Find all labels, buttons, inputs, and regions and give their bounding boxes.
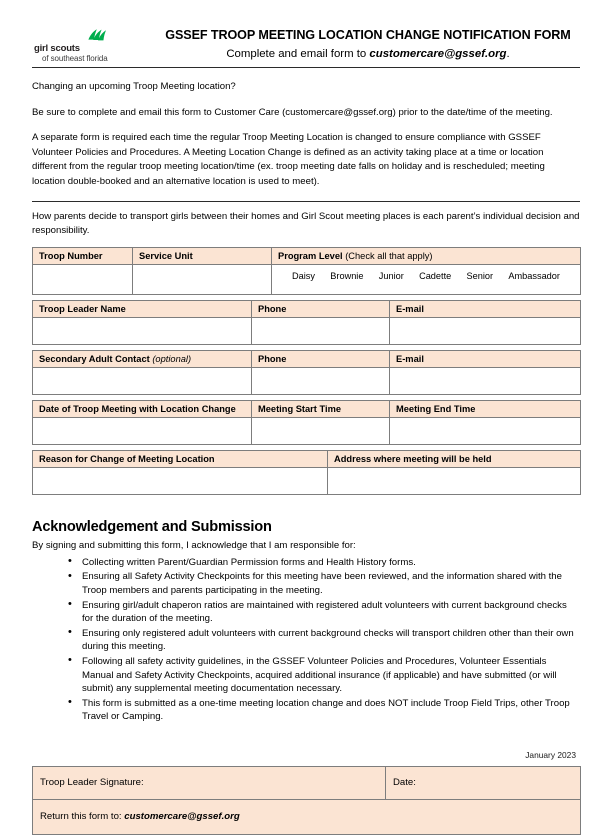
acknowledgement-bullet-list (0, 556, 612, 724)
program-level-option-senior[interactable]: Senior (466, 270, 494, 281)
troop-info-table (32, 247, 581, 295)
address-label: Address where meeting will be held (328, 450, 581, 467)
troop-leader-signature-field[interactable] (33, 766, 386, 799)
meeting-start-time-input[interactable] (252, 417, 390, 444)
secondary-email-label: E-mail (390, 350, 581, 367)
girl-scouts-trefoil-icon (86, 28, 106, 44)
program-level-label (272, 247, 581, 264)
return-instruction-prefix: Return this form to: (40, 811, 125, 823)
troop-number-label: Troop Number (33, 247, 133, 264)
troop-number-input[interactable] (33, 264, 133, 294)
table-row (33, 467, 581, 494)
transport-note-section (0, 202, 612, 247)
troop-leader-name-label: Troop Leader Name (33, 300, 252, 317)
address-input[interactable] (328, 467, 581, 494)
signature-date-label: Date: (393, 777, 416, 789)
contact-email-link[interactable]: customercare@gssef.org (369, 48, 507, 60)
table-row (33, 766, 581, 799)
program-level-option-daisy[interactable]: Daisy (292, 270, 315, 281)
meeting-end-time-input[interactable] (390, 417, 581, 444)
page-title: GSSEF TROOP MEETING LOCATION CHANGE NOTIFICATION FORM (165, 28, 571, 42)
reason-label: Reason for Change of Meeting Location (33, 450, 328, 467)
meeting-start-time-label: Meeting Start Time (252, 400, 390, 417)
acknowledgement-heading: Acknowledgement and Submission (32, 518, 272, 535)
program-level-option-ambassador[interactable]: Ambassador (508, 270, 560, 281)
leader-contact-table (32, 295, 581, 445)
list-item: • This form is submitted as a one-time meeting location change and does NOT include Troop Field Trips, other Troop Travel or Camping. (68, 697, 578, 724)
table-row (33, 450, 581, 467)
return-instruction (33, 799, 581, 834)
reason-address-table (32, 445, 581, 495)
table-row (33, 350, 581, 367)
table-row (33, 417, 581, 444)
email-label: E-mail (390, 300, 581, 317)
secondary-contact-label (33, 350, 252, 367)
document-header (0, 0, 612, 63)
page-subtitle (152, 46, 584, 62)
logo-wordmark-secondary: of southeast florida (42, 54, 108, 63)
table-row (33, 317, 581, 344)
meeting-end-time-label: Meeting End Time (390, 400, 581, 417)
meeting-date-input[interactable] (33, 417, 252, 444)
email-input[interactable] (390, 317, 581, 344)
intro-question: Changing an upcoming Troop Meeting location? (32, 81, 236, 92)
table-row (33, 300, 581, 317)
program-level-option-brownie[interactable]: Brownie (330, 270, 364, 281)
table-row (33, 400, 581, 417)
intro-section (0, 68, 612, 201)
table-row (33, 799, 581, 834)
list-item: • Ensuring only registered adult volunteers with current background checks will transport children other than their own during this meeting. (68, 627, 578, 654)
reason-input[interactable] (33, 467, 328, 494)
phone-label: Phone (252, 300, 390, 317)
organization-logo (34, 28, 152, 64)
list-item: • Collecting written Parent/Guardian Permission forms and Health History forms. (68, 556, 578, 570)
transport-responsibility-note: How parents decide to transport girls between their homes and Girl Scout meeting places is each parent’s individual decision and responsibility. (32, 210, 580, 237)
intro-paragraph-2: A separate form is required each time the regular Troop Meeting Location is changed to ensure compliance with GSSEF Volunteer Policies and Procedures. A Meeting Location Change is defined as an activity taking place at a time or location different from the regular troop meeting location/time (ex. troop meeting date falls on holiday and is rescheduled; meeting location double-booked and an alternative location is used to meet). (32, 132, 545, 187)
program-level-title: Program Level (278, 250, 343, 261)
service-unit-input[interactable] (133, 264, 272, 294)
table-row (33, 247, 581, 264)
intro-paragraph-1: Be sure to complete and email this form to Customer Care (customercare@gssef.org) prior to the date/time of the meeting. (32, 106, 553, 118)
subtitle-prefix: Complete and email form to (226, 48, 370, 60)
program-level-note: (Check all that apply) (345, 250, 433, 261)
program-level-option-junior[interactable]: Junior (378, 270, 404, 281)
meeting-date-label: Date of Troop Meeting with Location Change (33, 400, 252, 417)
secondary-contact-title: Secondary Adult Contact (39, 353, 150, 364)
title-block (152, 28, 590, 62)
logo-wordmark-primary: girl scouts (34, 43, 80, 54)
service-unit-label: Service Unit (133, 247, 272, 264)
secondary-contact-note: (optional) (152, 353, 192, 364)
acknowledgement-lead: By signing and submitting this form, I acknowledge that I am responsible for: (32, 539, 356, 551)
troop-leader-name-input[interactable] (33, 317, 252, 344)
signature-table (32, 766, 581, 835)
revision-date: January 2023 (525, 750, 576, 760)
list-item: • Ensuring all Safety Activity Checkpoints for this meeting have been reviewed, and the information shared with the Troop members and parents participating in the meeting. (68, 570, 578, 597)
table-row (33, 264, 581, 294)
subtitle-suffix: . (506, 48, 510, 60)
secondary-email-input[interactable] (390, 367, 581, 394)
table-row (33, 367, 581, 394)
list-item: • Following all safety activity guidelines, in the GSSEF Volunteer Policies and Procedures, Volunteer Essentials Manual and Safety Activity Checkpoints, acquired additional insurance (if applicable) and have submitted (or will submit) any supplemental meeting documentation necessary. (68, 655, 578, 696)
phone-input[interactable] (252, 317, 390, 344)
secondary-phone-input[interactable] (252, 367, 390, 394)
list-item: • Ensuring girl/adult chaperon ratios are maintained with registered adult volunteers with current background checks for the duration of the meeting. (68, 599, 578, 626)
troop-leader-signature-label: Troop Leader Signature: (40, 777, 144, 789)
return-email-link[interactable]: customercare@gssef.org (124, 811, 240, 823)
secondary-contact-input[interactable] (33, 367, 252, 394)
secondary-phone-label: Phone (252, 350, 390, 367)
program-level-option-cadette[interactable]: Cadette (419, 270, 452, 281)
program-level-options (272, 264, 581, 294)
signature-date-field[interactable] (386, 766, 581, 799)
